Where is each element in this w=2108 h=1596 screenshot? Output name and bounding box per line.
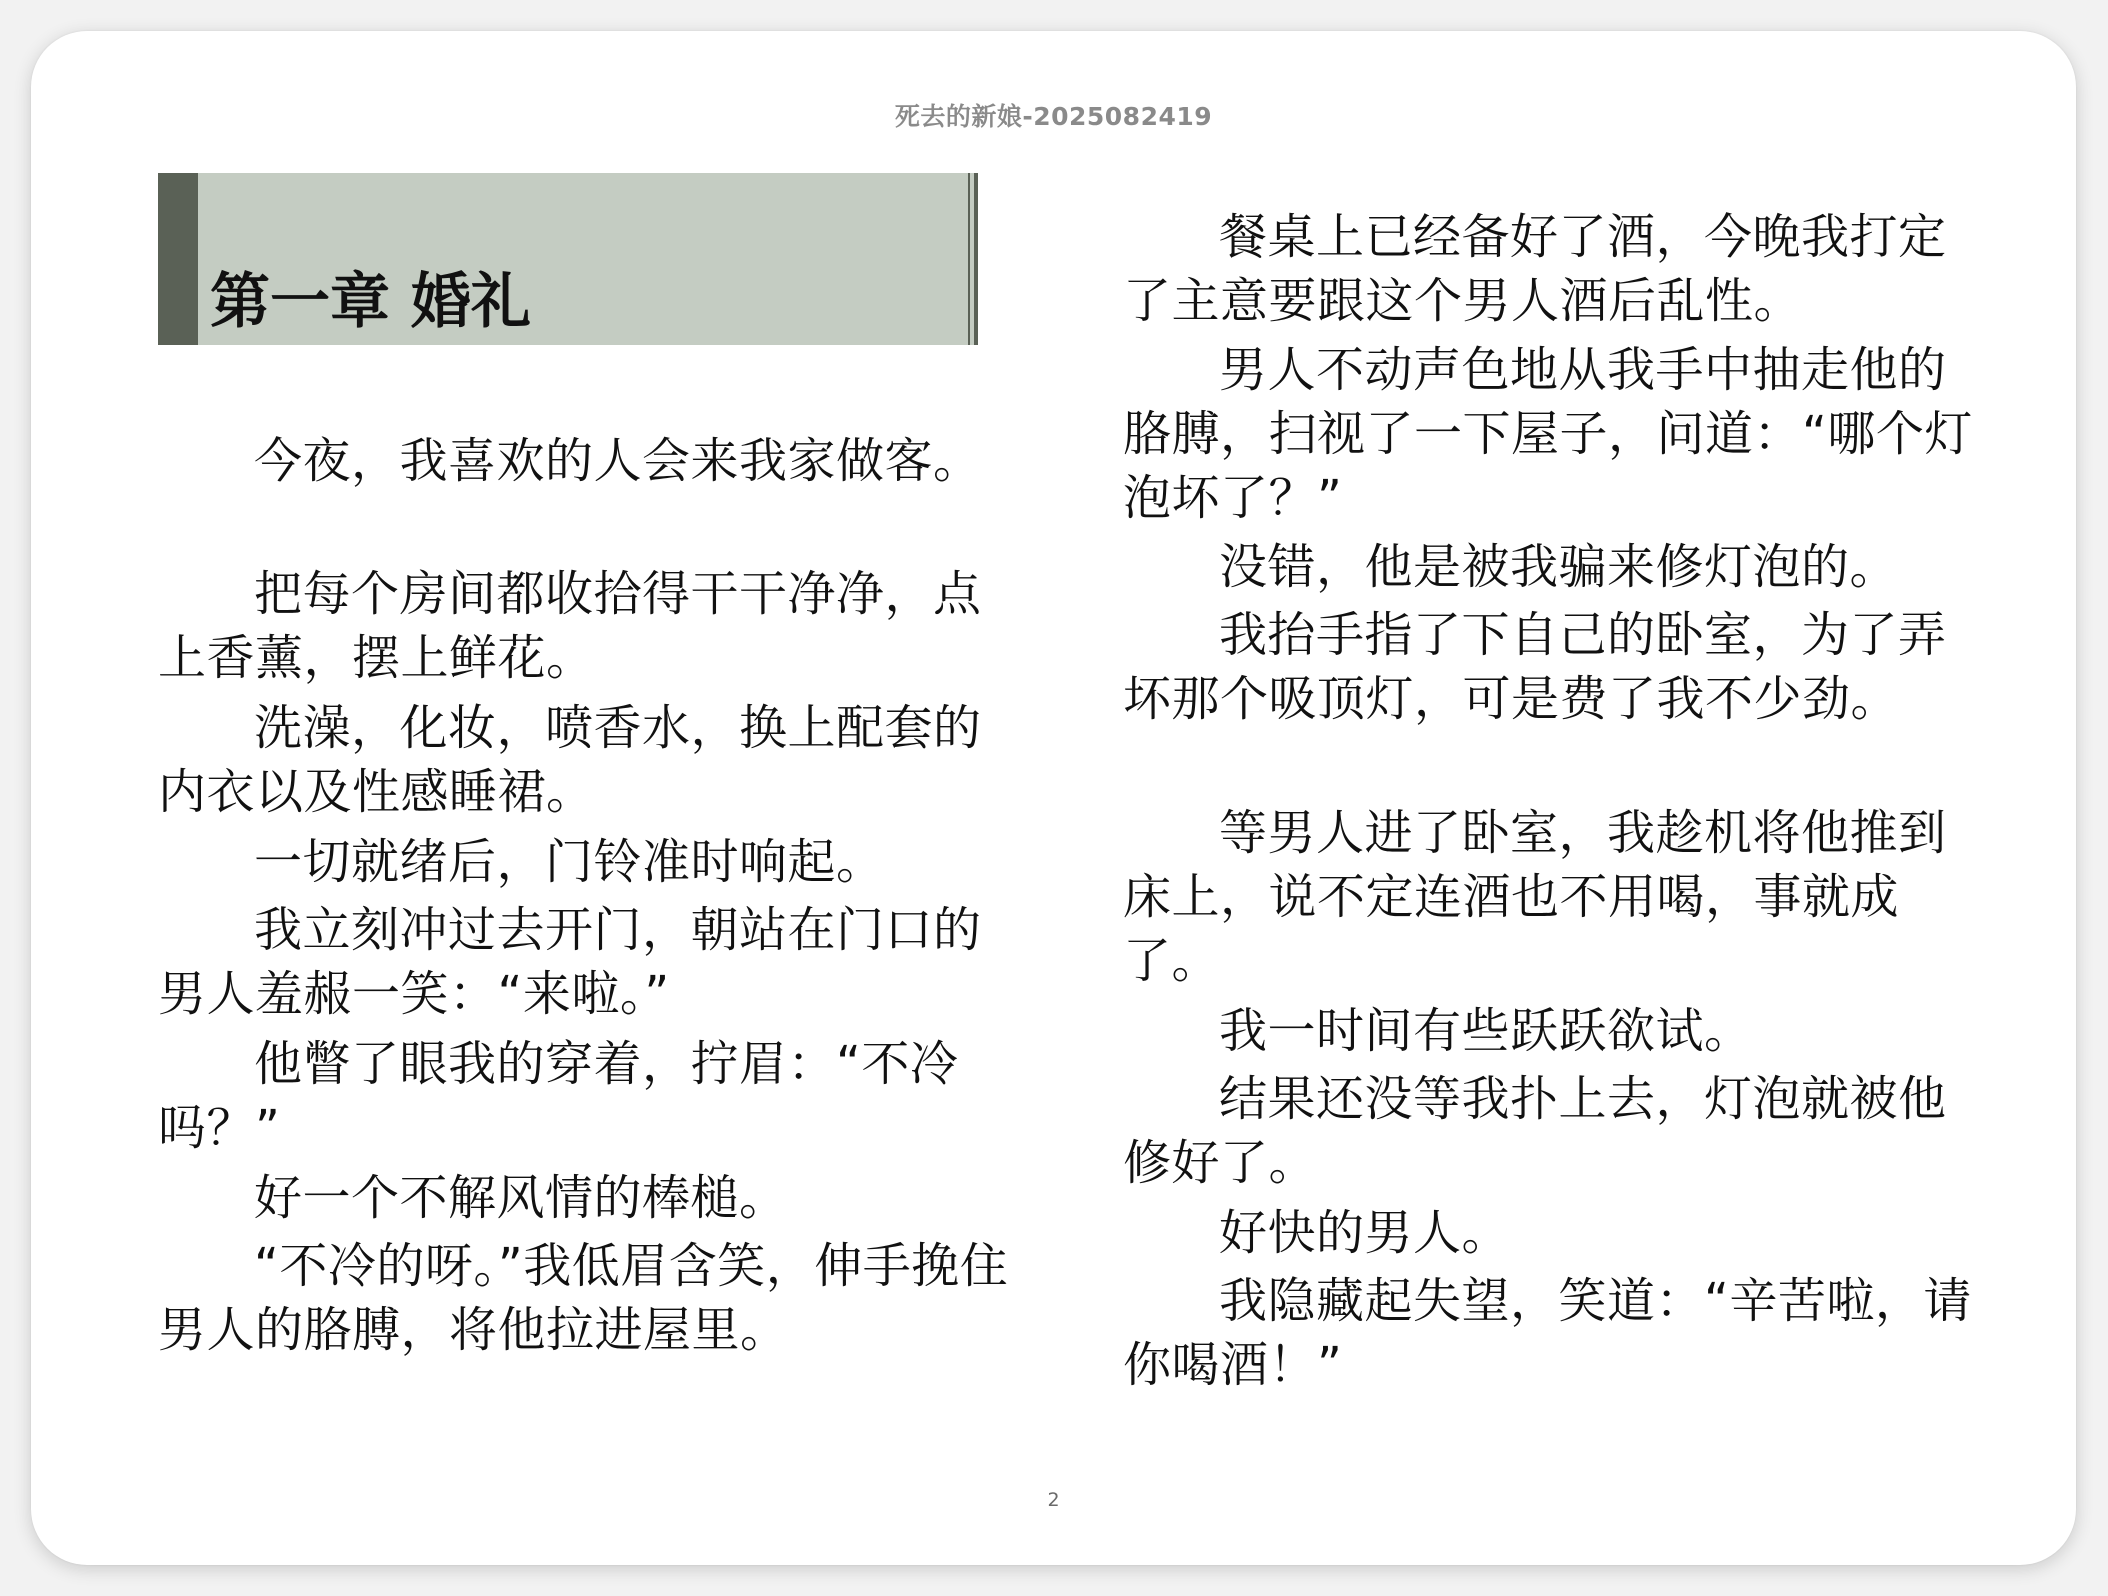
banner-accent-bar bbox=[158, 173, 198, 345]
paragraph: 一切就绪后，门铃准时响起。 bbox=[254, 834, 885, 890]
paragraph: 他瞥了眼我的穿着，拧眉：“不冷吗？” bbox=[158, 1036, 959, 1156]
paragraph: 我隐藏起失望，笑道：“辛苦啦，请你喝酒！” bbox=[1123, 1273, 1972, 1393]
paragraph: 好一个不解风情的棒槌。 bbox=[254, 1170, 788, 1226]
paragraph: 今夜，我喜欢的人会来我家做客。 bbox=[254, 433, 982, 489]
page-number: 2 bbox=[1047, 1489, 1060, 1511]
chapter-title: 第一章 婚礼 bbox=[210, 267, 531, 337]
paragraph: 男人不动声色地从我手中抽走他的胳膊，扫视了一下屋子，问道：“哪个灯泡坏了？” bbox=[1123, 342, 1973, 526]
paragraph: 把每个房间都收拾得干干净净，点上香薰，摆上鲜花。 bbox=[158, 566, 982, 686]
paragraph: 我立刻冲过去开门，朝站在门口的男人羞赧一笑：“来啦。” bbox=[158, 902, 982, 1022]
chapter-banner bbox=[158, 173, 978, 345]
paragraph: 餐桌上已经备好了酒，今晚我打定了主意要跟这个男人酒后乱性。 bbox=[1123, 209, 1947, 329]
paragraph: 结果还没等我扑上去，灯泡就被他修好了。 bbox=[1123, 1071, 1947, 1191]
paragraph: 没错，他是被我骗来修灯泡的。 bbox=[1219, 539, 1899, 595]
banner-right-border bbox=[974, 173, 978, 345]
document-header-title: 死去的新娘-2025082419 bbox=[894, 102, 1213, 131]
paragraph: 好快的男人。 bbox=[1219, 1205, 1511, 1261]
paragraph: 我一时间有些跃跃欲试。 bbox=[1219, 1003, 1753, 1059]
paragraph: 等男人进了卧室，我趁机将他推到床上，说不定连酒也不用喝，事就成了。 bbox=[1123, 805, 1947, 989]
reader-page[interactable] bbox=[31, 31, 2076, 1565]
paragraph: 我抬手指了下自己的卧室，为了弄坏那个吸顶灯，可是费了我不少劲。 bbox=[1123, 607, 1947, 727]
banner-right-rule bbox=[968, 173, 970, 345]
paragraph: “不冷的呀。”我低眉含笑，伸手挽住男人的胳膊，将他拉进屋里。 bbox=[158, 1238, 1009, 1358]
paragraph: 洗澡，化妆，喷香水，换上配套的内衣以及性感睡裙。 bbox=[158, 700, 982, 820]
